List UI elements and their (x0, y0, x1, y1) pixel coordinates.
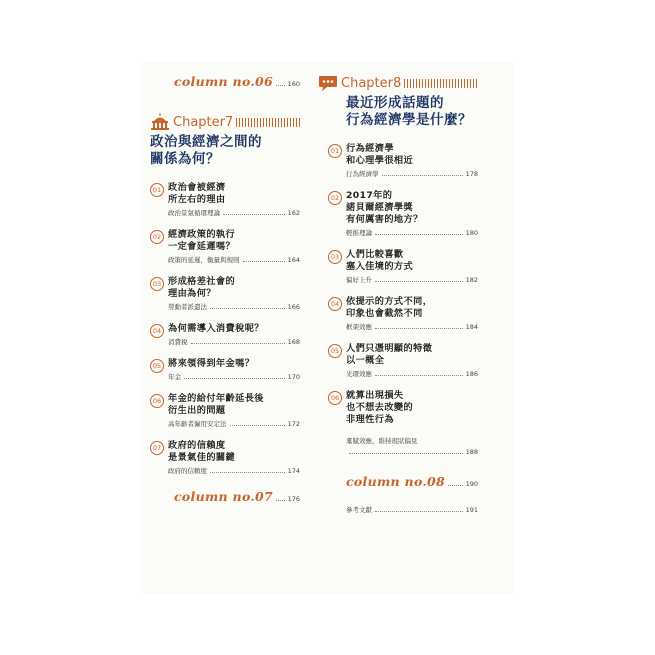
column-08-row[interactable] (346, 474, 478, 489)
toc-entry[interactable] (328, 249, 478, 284)
column-08-title: column no.08 (346, 474, 446, 489)
toc-entry[interactable] (150, 323, 300, 346)
entry-title: 以一概全 (346, 355, 385, 366)
entry-title: 年金的給付年齡延長後 (168, 393, 264, 404)
entry-title: 2017年的 (346, 190, 393, 201)
entry-title: 一定會延遲嗎？ (168, 241, 236, 252)
entry-page: 164 (287, 256, 300, 264)
entry-subtitle: 稟賦效應，維持現狀偏見 (346, 437, 418, 445)
column-06-row[interactable] (174, 74, 300, 89)
entry-subtitle: 勞動者派遣法 (168, 303, 207, 311)
chapter8-header (318, 74, 478, 92)
entry-title: 有何厲害的地方？ (346, 214, 423, 225)
entry-title: 政治會被經濟 (168, 182, 226, 193)
chapter7-entries (150, 182, 300, 475)
entry-number-badge: 04 (150, 324, 164, 338)
references-row[interactable] (346, 505, 478, 515)
leader-dots (375, 511, 463, 512)
entry-subtitle: 偏好上升 (346, 276, 372, 284)
parliament-building-icon (150, 113, 170, 131)
references-page: 191 (465, 506, 478, 514)
chapter7-stripe (236, 118, 300, 127)
chapter7-header (150, 113, 300, 131)
entry-title: 非理性行為 (346, 414, 394, 425)
right-column (318, 74, 478, 515)
chapter7 (150, 113, 300, 475)
entry-title: 人們比較喜歡 (346, 249, 404, 260)
column-08-page: 190 (465, 480, 478, 488)
entry-title: 衍生出的問題 (168, 405, 226, 416)
leader-dots (375, 375, 463, 376)
entry-title: 為何需導入消費稅呢？ (168, 323, 264, 334)
entry-title: 塞入佳境的方式 (346, 261, 414, 272)
chapter7-label: Chapter7 (173, 114, 234, 130)
entry-title: 經濟政策的執行 (168, 229, 236, 240)
entry-title: 諾貝爾經濟學獎 (346, 202, 414, 213)
leader-dots (448, 485, 463, 486)
entry-subtitle: 高年齡者僱用安定法 (168, 420, 227, 428)
entry-title: 理由為何？ (168, 288, 216, 299)
entry-page: 162 (287, 209, 300, 217)
entry-title: 形成格差社會的 (168, 276, 236, 287)
entry-number-badge: 03 (328, 250, 342, 264)
speech-bubble-icon (318, 74, 338, 92)
entry-title: 所左右的理由 (168, 194, 226, 205)
entry-page: 166 (287, 303, 300, 311)
entry-subtitle: 框架效應 (346, 323, 372, 331)
leader-dots (230, 425, 285, 426)
chapter8-title: 最近形成話題的 行為經濟學是什麼？ (346, 95, 472, 128)
chapter7-title: 政治與經濟之間的 關係為何？ (150, 134, 262, 167)
entry-title: 也不想去改變的 (346, 402, 414, 413)
entry-subtitle: 政策的延遲，衡量與規則 (168, 256, 240, 264)
entry-title: 政府的信賴度 (168, 440, 226, 451)
entry-page: 188 (465, 448, 478, 456)
leader-dots (191, 343, 285, 344)
leader-dots (223, 214, 285, 215)
entry-subtitle: 光環效應 (346, 370, 372, 378)
toc-entry[interactable] (328, 143, 478, 178)
leader-dots (375, 281, 463, 282)
toc-entry[interactable] (328, 390, 478, 456)
entry-number-badge: 01 (150, 183, 164, 197)
entry-page: 168 (287, 338, 300, 346)
column-07-title: column no.07 (174, 489, 274, 504)
entry-subtitle: 行為經濟學 (346, 170, 379, 178)
toc-entry[interactable] (150, 276, 300, 311)
entry-number-badge: 07 (150, 441, 164, 455)
entry-subtitle: 消費稅 (168, 338, 188, 346)
chapter8-entries (328, 143, 478, 456)
entry-title: 將來領得到年金嗎？ (168, 358, 255, 369)
leader-dots (184, 378, 285, 379)
entry-number-badge: 02 (328, 191, 342, 205)
entry-number-badge: 06 (328, 391, 342, 405)
toc-entry[interactable] (150, 229, 300, 264)
column-06-title: column no.06 (174, 74, 274, 89)
references-label: 參考文獻 (346, 506, 372, 514)
entry-number-badge: 05 (328, 344, 342, 358)
chapter8-stripe (404, 79, 478, 88)
toc-entry[interactable] (150, 440, 300, 475)
entry-subtitle: 政治景氣循環理論 (168, 209, 220, 217)
toc-entry[interactable] (328, 343, 478, 378)
entry-title: 和心理學很相近 (346, 155, 414, 166)
entry-number-badge: 02 (150, 230, 164, 244)
chapter8-label: Chapter8 (341, 75, 402, 91)
entry-number-badge: 03 (150, 277, 164, 291)
toc-entry[interactable] (328, 296, 478, 331)
entry-number-badge: 05 (150, 359, 164, 373)
entry-title: 依提示的方式不同， (346, 296, 433, 307)
entry-page: 182 (465, 276, 478, 284)
left-column (150, 74, 300, 504)
leader-dots (349, 453, 463, 454)
entry-title: 行為經濟學 (346, 143, 394, 154)
entry-subtitle: 年金 (168, 373, 181, 381)
leader-dots (210, 472, 285, 473)
entry-subtitle: 政府的信賴度 (168, 467, 207, 475)
entry-page: 186 (465, 370, 478, 378)
entry-subtitle: 輕推理論 (346, 229, 372, 237)
toc-entry[interactable] (150, 182, 300, 217)
entry-page: 178 (465, 170, 478, 178)
entry-page: 180 (465, 229, 478, 237)
column-07-row[interactable] (174, 489, 300, 504)
entry-page: 184 (465, 323, 478, 331)
entry-title: 人們只憑明顯的特徵 (346, 343, 433, 354)
entry-title: 就算出現損失 (346, 390, 404, 401)
toc-entry[interactable] (150, 358, 300, 381)
entry-title: 印象也會截然不同 (346, 308, 423, 319)
leader-dots (276, 85, 285, 86)
leader-dots (243, 261, 285, 262)
leader-dots (375, 328, 463, 329)
toc-entry[interactable] (150, 393, 300, 428)
entry-number-badge: 06 (150, 394, 164, 408)
entry-number-badge: 01 (328, 144, 342, 158)
entry-page: 170 (287, 373, 300, 381)
toc-entry[interactable] (328, 190, 478, 237)
leader-dots (276, 500, 285, 501)
column-07-page: 176 (287, 495, 300, 503)
entry-number-badge: 04 (328, 297, 342, 311)
entry-page: 172 (287, 420, 300, 428)
column-06-page: 160 (287, 80, 300, 88)
leader-dots (382, 175, 463, 176)
entry-page: 174 (287, 467, 300, 475)
entry-title: 是景氣佳的關鍵 (168, 452, 236, 463)
leader-dots (375, 234, 463, 235)
leader-dots (210, 308, 285, 309)
